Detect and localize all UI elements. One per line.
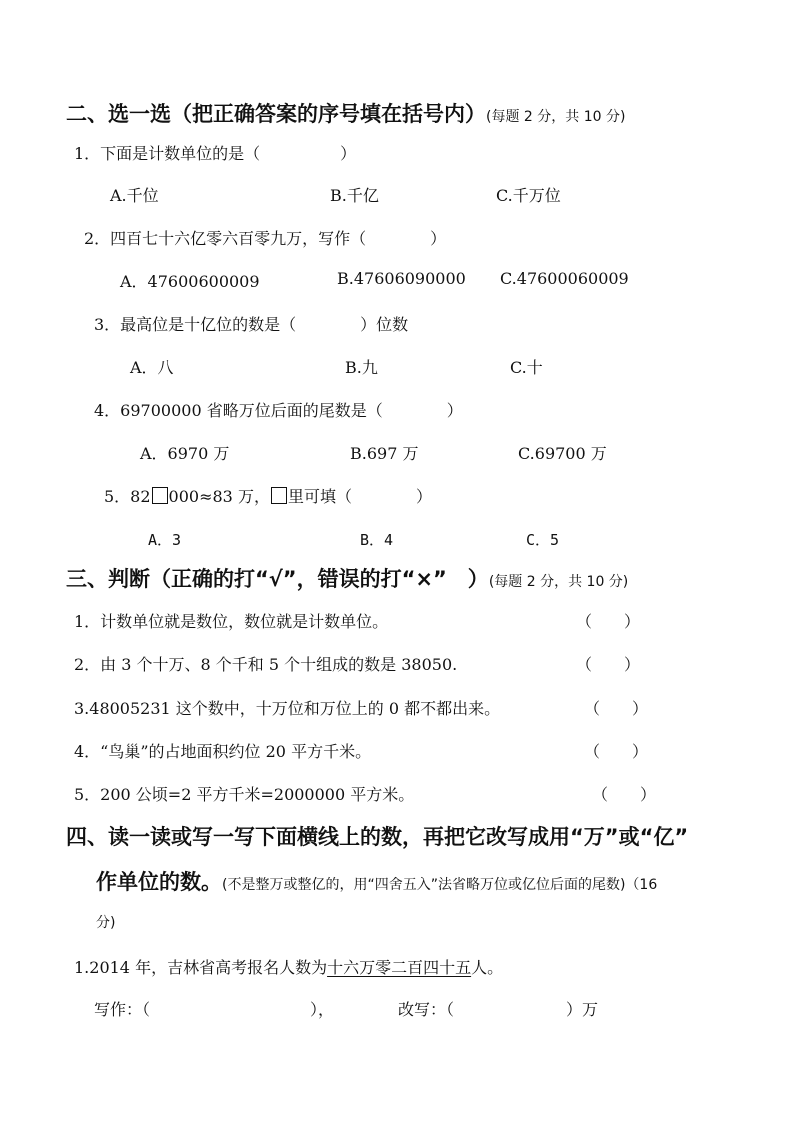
option-2-3-c: C.十 (510, 358, 543, 377)
section-4-note-cont: 分) (96, 915, 116, 931)
option-2-1-a: A.千位 (110, 186, 159, 205)
question-2-5-middle: 000≈83 万， (168, 487, 270, 506)
section-2-title: 二、选一选（把正确答案的序号填在括号内） (66, 102, 486, 126)
option-2-2-a: A．47600600009 (120, 272, 260, 291)
option-2-4-c: C.69700 万 (518, 444, 607, 463)
judge-item-1: 1．计数单位就是数位，数位就是计数单位。 (74, 612, 389, 631)
question-2-1: 1．下面是计数单位的是（ ） (74, 144, 357, 163)
judge-item-3: 3.48005231 这个数中，十万位和万位上的 0 都不都出来。 (74, 699, 501, 718)
judge-answer-4: （ ） (584, 742, 649, 761)
option-2-3-b: B.九 (345, 358, 378, 377)
judge-item-5: 5．200 公顷=2 平方千米=2000000 平方米。 (74, 785, 415, 804)
write-answer: 写作：（ ）， (94, 1000, 335, 1019)
option-2-1-c: C.千万位 (496, 186, 561, 205)
section-3-note: (每题 2 分，共 10 分) (488, 574, 629, 590)
section-2-note: (每题 2 分，共 10 分) (486, 109, 626, 125)
option-2-2-c: C.47600060009 (500, 269, 629, 288)
option-2-5-b: B．4 (360, 531, 394, 549)
judge-answer-5: （ ） (592, 785, 657, 804)
option-2-1-b: B.千亿 (330, 186, 379, 205)
section-4-title-line-1: 四、读一读或写一写下面横线上的数，再把它改写成用“万”或“亿” (66, 825, 689, 849)
section-2-heading (66, 98, 625, 128)
judge-answer-1: （ ） (576, 612, 641, 631)
judge-answer-2: （ ） (576, 655, 641, 674)
option-2-5-a: A．3 (148, 531, 182, 549)
rewrite-answer: 改写：（ ）万 (398, 1000, 599, 1019)
section-3-title: 三、判断（正确的打“√”，错误的打“×” ） (66, 567, 489, 591)
option-2-4-b: B.697 万 (350, 444, 419, 463)
underlined-number: 十六万零二百四十五 (327, 958, 472, 977)
question-4-1 (74, 955, 503, 978)
blank-box (271, 487, 287, 504)
question-2-5-prefix: 5．82 (104, 487, 151, 506)
question-2-3: 3．最高位是十亿位的数是（ ）位数 (94, 315, 409, 334)
section-4-note: (不是整万或整亿的，用“四舍五入”法省略万位或亿位后面的尾数)（16 (222, 877, 658, 893)
question-2-5 (104, 484, 432, 507)
question-2-2: 2．四百七十六亿零六百零九万，写作（ ） (84, 229, 447, 248)
section-3-heading (66, 563, 628, 593)
option-2-3-a: A．八 (130, 358, 174, 377)
question-4-1-prefix: 1.2014 年，吉林省高考报名人数为 (74, 958, 328, 977)
question-4-1-suffix: 人。 (471, 958, 504, 977)
section-4-heading-line-2 (96, 866, 657, 896)
blank-box (152, 487, 168, 504)
option-2-4-a: A．6970 万 (140, 444, 230, 463)
question-2-5-suffix: 里可填（ ） (287, 487, 432, 506)
section-4-title-line-2: 作单位的数。 (96, 870, 222, 894)
judge-item-4: 4．“鸟巢”的占地面积约位 20 平方千米。 (74, 742, 372, 761)
option-2-2-b: B.47606090000 (337, 269, 466, 288)
judge-answer-3: （ ） (584, 699, 649, 718)
question-2-4: 4．69700000 省略万位后面的尾数是（ ） (94, 401, 463, 420)
judge-item-2: 2．由 3 个十万、8 个千和 5 个十组成的数是 38050. (74, 655, 458, 674)
option-2-5-c: C．5 (526, 531, 560, 549)
